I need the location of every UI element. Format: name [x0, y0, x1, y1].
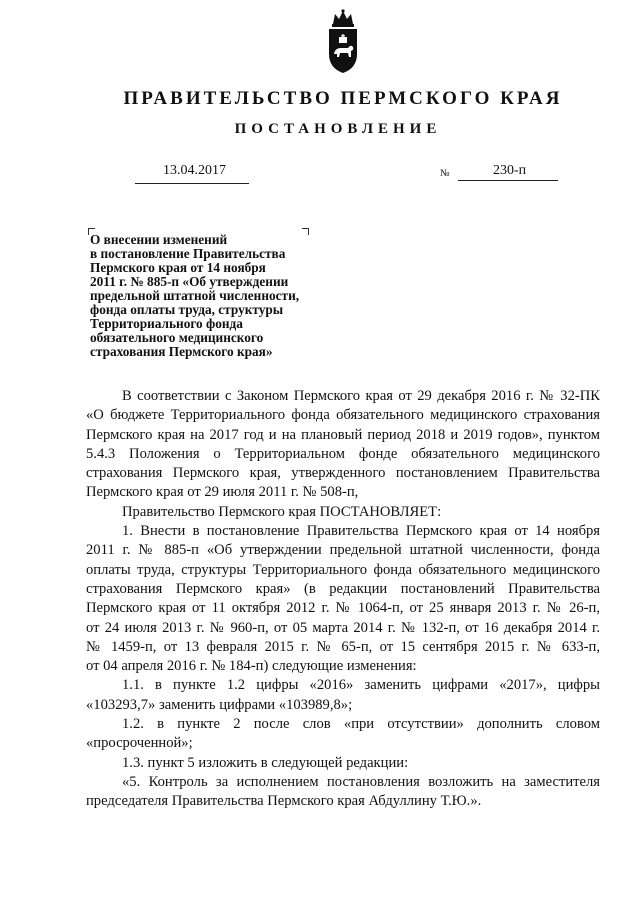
subject-line: Пермского края от 14 ноября: [90, 260, 266, 275]
item-1-2-line: 1.2. в пункте 2 после слов «при отсутствии» дополнить словом: [122, 716, 600, 733]
item-1-1-line: «103293,7» заменить цифрами «103989,8»;: [86, 696, 353, 713]
perm-krai-coat-of-arms-icon: [324, 8, 362, 74]
number-underline: [458, 180, 558, 181]
item-1-line: 1. Внести в постановление Правительства Пермского края от 14 ноября: [122, 523, 600, 540]
subject-line: предельной штатной численности,: [90, 288, 300, 303]
item-1-2-line: «просроченной»;: [86, 735, 193, 752]
item-1-1-line: 1.1. в пункте 1.2 цифры «2016» заменить цифрами «2017», цифры: [122, 677, 600, 694]
document-subject: [90, 233, 335, 359]
subject-line: 2011 г. № 885-п «Об утверждении: [90, 274, 289, 289]
body-line: Пермского края от 29 июля 2011 г. № 508-п,: [86, 484, 359, 501]
item-1-line: Пермского края от 11 октября 2012 г. № 1064-п, от 25 января 2013 г. № 26-п,: [86, 600, 600, 617]
item-1-line: оплаты труда, структуры Территориального фонда обязательного медицинского: [86, 561, 600, 578]
body-line: «О бюджете Территориального фонда обязательного медицинского страхования: [86, 407, 600, 424]
date-underline: [135, 183, 249, 184]
item-5-line: «5. Контроль за исполнением постановления возложить на заместителя: [122, 773, 600, 790]
body-line: страхования Пермского края, утвержденного постановлением Правительства: [86, 465, 600, 482]
document-type: ПОСТАНОВЛЕНИЕ: [234, 121, 442, 137]
subject-line: фонда оплаты труда, структуры: [90, 302, 284, 317]
item-1-line: от 24 июля 2013 г. № 960-п, от 05 марта 2014 г. № 132-п, от 16 декабря 2014 г.: [86, 619, 600, 636]
subject-line: обязательного медицинского: [90, 330, 264, 345]
decree-line: Правительство Пермского края ПОСТАНОВЛЯЕТ:: [122, 503, 442, 520]
item-1-line: 2011 г. № 885-п «Об утверждении предельной штатной численности, фонда: [86, 542, 600, 559]
government-title: ПРАВИТЕЛЬСТВО ПЕРМСКОГО КРАЯ: [123, 88, 563, 109]
body-line: 5.4.3 Положения о Территориальном фонде обязательного медицинского: [86, 445, 600, 462]
item-1-3-line: 1.3. пункт 5 изложить в следующей редакции:: [122, 754, 409, 771]
subject-line: в постановление Правительства: [90, 246, 286, 261]
document-body: [86, 387, 600, 812]
item-1-line: страхования Пермского края» (в редакции постановлений Правительства: [86, 580, 600, 597]
body-line: В соответствии с Законом Пермского края от 29 декабря 2016 г. № 32-ПК: [122, 388, 600, 404]
document-date: 13.04.2017: [163, 163, 226, 178]
item-5-line: председателя Правительства Пермского края Абдуллину Т.Ю.».: [86, 793, 482, 810]
item-1-line: № 1459-п, от 13 февраля 2015 г. № 65-п, от 15 сентября 2015 г. № 633-п,: [86, 638, 600, 655]
document-number: 230-п: [493, 163, 527, 178]
subject-line: О внесении изменений: [90, 232, 228, 247]
item-1-line: от 04 апреля 2016 г. № 184-п) следующие изменения:: [86, 658, 417, 675]
body-line: Пермского края на 2017 год и на плановый период 2018 и 2019 годов», пунктом: [86, 426, 600, 443]
number-label: №: [440, 168, 450, 179]
subject-line: Территориального фонда: [90, 316, 243, 331]
subject-line: страхования Пермского края»: [90, 344, 273, 359]
